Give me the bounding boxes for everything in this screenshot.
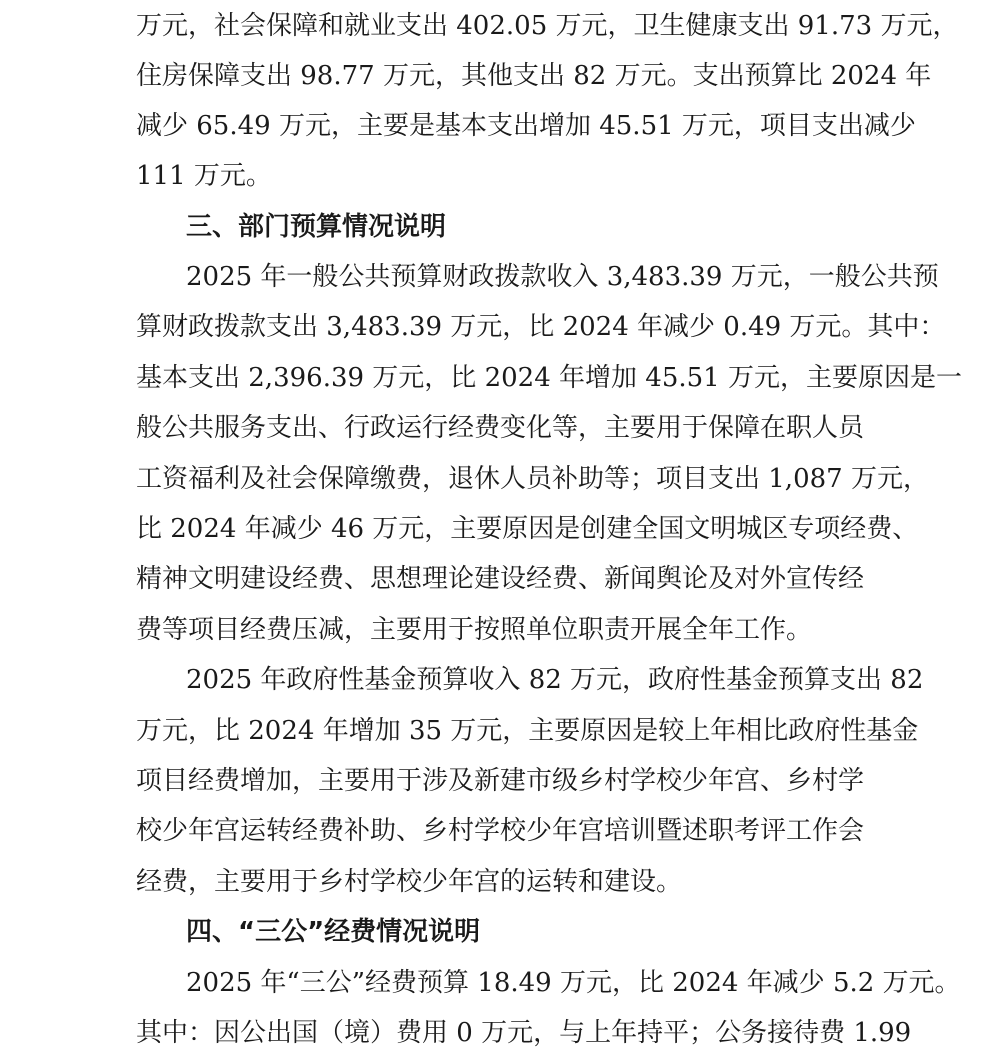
paragraph-line: 项目经费增加，主要用于涉及新建市级乡村学校少年宫、乡村学: [136, 766, 865, 796]
section-heading: 四、“三公”经费情况说明: [186, 917, 481, 947]
paragraph-line: 减少 65.49 万元，主要是基本支出增加 45.51 万元，项目支出减少: [136, 111, 916, 141]
paragraph-line: 精神文明建设经费、思想理论建设经费、新闻舆论及对外宣传经: [136, 564, 865, 594]
paragraph-line: 万元，社会保障和就业支出 402.05 万元，卫生健康支出 91.73 万元，: [136, 11, 959, 41]
paragraph-line: 2025 年一般公共预算财政拨款收入 3,483.39 万元，一般公共预: [186, 262, 939, 292]
paragraph-line: 住房保障支出 98.77 万元，其他支出 82 万元。支出预算比 2024 年: [136, 61, 932, 91]
paragraph-line: 比 2024 年减少 46 万元，主要原因是创建全国文明城区专项经费、: [136, 514, 919, 544]
paragraph-line: 工资福利及社会保障缴费，退休人员补助等；项目支出 1,087 万元，: [136, 464, 929, 494]
section-heading: 三、部门预算情况说明: [186, 212, 447, 242]
paragraph-line: 费等项目经费压减，主要用于按照单位职责开展全年工作。: [136, 615, 813, 645]
paragraph-line: 2025 年“三公”经费预算 18.49 万元，比 2024 年减少 5.2 万元。: [186, 968, 961, 998]
paragraph-line: 2025 年政府性基金预算收入 82 万元，政府性基金预算支出 82: [186, 665, 924, 695]
paragraph-line: 111 万元。: [136, 161, 272, 191]
paragraph-line: 校少年宫运转经费补助、乡村学校少年宫培训暨述职考评工作会: [136, 816, 865, 846]
paragraph-line: 经费，主要用于乡村学校少年宫的运转和建设。: [136, 867, 683, 897]
paragraph-line: 般公共服务支出、行政运行经费变化等，主要用于保障在职人员: [136, 413, 865, 443]
paragraph-line: 万元，比 2024 年增加 35 万元，主要原因是较上年相比政府性基金: [136, 716, 919, 746]
paragraph-line: 基本支出 2,396.39 万元，比 2024 年增加 45.51 万元，主要原因是一: [136, 363, 962, 393]
paragraph-line: 算财政拨款支出 3,483.39 万元，比 2024 年减少 0.49 万元。其中：: [136, 312, 946, 342]
paragraph-line: 其中：因公出国（境）费用 0 万元，与上年持平；公务接待费 1.99: [136, 1018, 912, 1048]
